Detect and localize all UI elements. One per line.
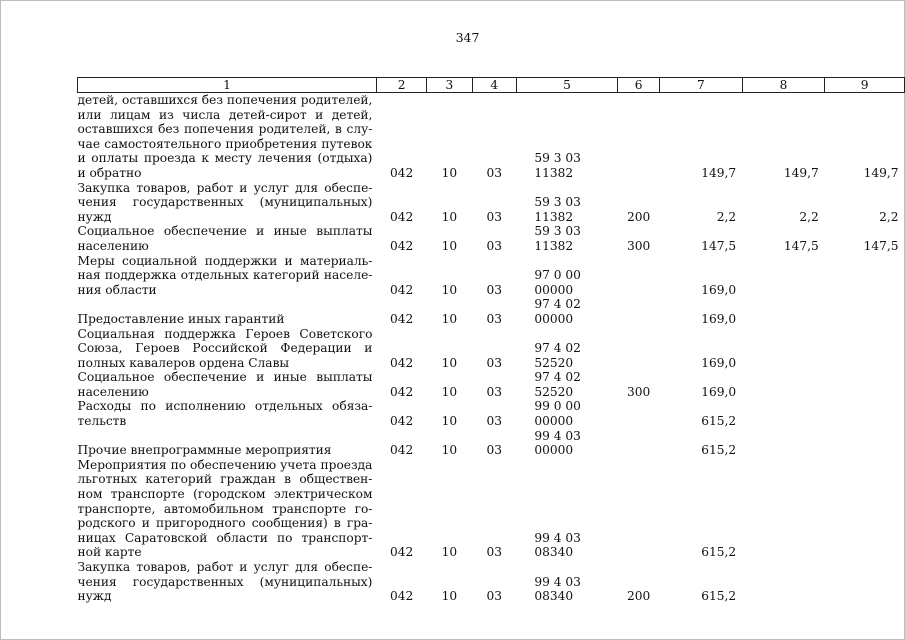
description-line: родского и пригородного сообщения) в гра- bbox=[77, 516, 373, 531]
amount-1: 615,2 bbox=[701, 414, 737, 429]
ministry-code: 042 bbox=[389, 545, 414, 560]
amount-1: 2,2 bbox=[716, 209, 737, 224]
expense-type bbox=[618, 458, 660, 560]
row-description bbox=[78, 370, 377, 399]
section: 10 bbox=[441, 238, 458, 253]
description-line: нужд bbox=[77, 209, 112, 224]
amount-2: 149,7 bbox=[783, 165, 819, 180]
target-article: 99 4 03 00000 bbox=[534, 428, 581, 458]
target-article: 97 4 02 52520 bbox=[534, 370, 581, 399]
description-line: Социальная поддержка Героев Советского bbox=[77, 326, 373, 341]
section: 10 bbox=[441, 545, 458, 560]
amount-1: 169,0 bbox=[701, 311, 737, 326]
col-header-2: 2 bbox=[376, 78, 426, 93]
description-line: Закупка товаров, работ и услуг для обеспе- bbox=[77, 560, 373, 574]
target-article: 99 0 00 00000 bbox=[534, 399, 581, 429]
description-line: Социальное обеспечение и иные выплаты bbox=[77, 370, 373, 385]
description-line: и обратно bbox=[77, 165, 142, 180]
amount-1: 169,0 bbox=[701, 355, 737, 370]
amount-2: 147,5 bbox=[783, 238, 819, 253]
header-row bbox=[78, 78, 905, 93]
subsection: 03 bbox=[486, 282, 502, 297]
amount-3 bbox=[825, 429, 905, 458]
row-description bbox=[78, 327, 377, 371]
section: 10 bbox=[441, 311, 458, 326]
amount-2 bbox=[742, 458, 825, 560]
table-row bbox=[78, 458, 905, 560]
table-body bbox=[78, 93, 905, 604]
ministry-code: 042 bbox=[389, 282, 414, 297]
table-row bbox=[78, 399, 905, 428]
amount-3 bbox=[825, 458, 905, 560]
table-row bbox=[78, 297, 905, 326]
ministry-code: 042 bbox=[389, 384, 414, 399]
description-line: Предоставление иных гарантий bbox=[77, 311, 285, 326]
amount-3: 149,7 bbox=[863, 165, 899, 180]
target-article: 59 3 03 11382 bbox=[534, 224, 581, 253]
description-line: Расходы по исполнению отдельных обяза- bbox=[77, 399, 373, 414]
target-article: 59 3 03 11382 bbox=[534, 151, 581, 180]
amount-2 bbox=[742, 560, 825, 604]
expense-type bbox=[618, 399, 660, 428]
amount-1: 169,0 bbox=[701, 282, 737, 297]
subsection: 03 bbox=[486, 311, 502, 326]
col-header-1: 1 bbox=[78, 78, 377, 93]
table-row bbox=[78, 560, 905, 604]
description-line: льготных категорий граждан в обществен- bbox=[77, 472, 373, 487]
description-line: Социальное обеспечение и иные выплаты bbox=[77, 224, 373, 239]
subsection: 03 bbox=[486, 209, 502, 224]
subsection: 03 bbox=[486, 384, 502, 399]
target-article: 97 0 00 00000 bbox=[534, 268, 581, 297]
section: 10 bbox=[441, 589, 458, 604]
page-number: 347 bbox=[455, 30, 480, 45]
subsection: 03 bbox=[486, 238, 502, 253]
description-line: оставшихся без попечения родителей, в слу- bbox=[77, 122, 373, 137]
table-row bbox=[78, 254, 905, 298]
description-line: ном транспорте (городском электрическом bbox=[77, 487, 373, 502]
description-line: чае самостоятельного приобретения путевок bbox=[77, 136, 373, 151]
amount-3: 147,5 bbox=[863, 238, 899, 253]
expense-type bbox=[618, 254, 660, 298]
ministry-code: 042 bbox=[389, 311, 414, 326]
target-article: 99 4 03 08340 bbox=[534, 574, 581, 604]
amount-3 bbox=[825, 399, 905, 428]
expense-type bbox=[618, 429, 660, 458]
row-description bbox=[78, 254, 377, 298]
description-line: транспорте, автомобильном транспорте го- bbox=[77, 501, 373, 516]
section: 10 bbox=[441, 209, 458, 224]
subsection: 03 bbox=[486, 545, 502, 560]
description-line: ния области bbox=[77, 282, 157, 297]
description-line: и оплаты проезда к месту лечения (отдыха) bbox=[77, 151, 373, 166]
amount-1: 615,2 bbox=[701, 443, 737, 458]
expense-type bbox=[618, 297, 660, 326]
col-header-7: 7 bbox=[660, 78, 743, 93]
row-description bbox=[78, 399, 377, 428]
subsection: 03 bbox=[486, 589, 502, 604]
description-line: Меры социальной поддержки и материаль- bbox=[77, 253, 373, 268]
description-line: ной карте bbox=[77, 545, 142, 560]
subsection: 03 bbox=[486, 165, 502, 180]
description-line: чения государственных (муниципальных) bbox=[77, 574, 373, 589]
amount-2 bbox=[742, 399, 825, 428]
target-article: 59 3 03 11382 bbox=[534, 195, 581, 224]
table-row bbox=[78, 224, 905, 253]
description-line: полных кавалеров ордена Славы bbox=[77, 355, 290, 370]
subsection: 03 bbox=[486, 443, 502, 458]
description-line: чения государственных (муниципальных) bbox=[77, 195, 373, 210]
target-article: 97 4 02 52520 bbox=[534, 341, 581, 370]
expense-type: 300 bbox=[627, 238, 651, 253]
description-line: ницах Саратовской области по транспорт- bbox=[77, 530, 373, 545]
col-header-9: 9 bbox=[825, 78, 905, 93]
table-row bbox=[78, 93, 905, 181]
row-description bbox=[78, 93, 377, 181]
amount-2 bbox=[742, 370, 825, 399]
amount-3 bbox=[825, 254, 905, 298]
section: 10 bbox=[441, 443, 458, 458]
amount-2 bbox=[742, 327, 825, 371]
description-line: или лицам из числа детей-сирот и детей, bbox=[77, 107, 373, 122]
ministry-code: 042 bbox=[389, 238, 414, 253]
col-header-8: 8 bbox=[742, 78, 825, 93]
expense-type: 200 bbox=[627, 209, 651, 224]
amount-1: 149,7 bbox=[701, 165, 737, 180]
table-row bbox=[78, 429, 905, 458]
section: 10 bbox=[441, 414, 458, 429]
amount-2 bbox=[742, 429, 825, 458]
target-article: 97 4 02 00000 bbox=[534, 297, 581, 326]
table-row bbox=[78, 370, 905, 399]
amount-3: 2,2 bbox=[879, 209, 899, 224]
description-line: детей, оставшихся без попечения родителей, bbox=[77, 93, 373, 107]
row-description bbox=[78, 224, 377, 253]
amount-3 bbox=[825, 297, 905, 326]
col-header-5: 5 bbox=[516, 78, 617, 93]
description-line: тельств bbox=[77, 414, 127, 429]
section: 10 bbox=[441, 384, 458, 399]
col-header-3: 3 bbox=[427, 78, 472, 93]
description-line: Закупка товаров, работ и услуг для обеспе- bbox=[77, 180, 373, 195]
description-line: ная поддержка отдельных категорий населе- bbox=[77, 268, 373, 283]
row-description bbox=[78, 297, 377, 326]
subsection: 03 bbox=[486, 355, 502, 370]
ministry-code: 042 bbox=[389, 414, 414, 429]
ministry-code: 042 bbox=[389, 589, 414, 604]
col-header-4: 4 bbox=[472, 78, 516, 93]
ministry-code: 042 bbox=[389, 443, 414, 458]
description-line: нужд bbox=[77, 589, 112, 604]
description-line: населению bbox=[77, 384, 149, 399]
section: 10 bbox=[441, 355, 458, 370]
expense-type: 200 bbox=[627, 589, 651, 604]
row-description bbox=[78, 429, 377, 458]
description-line: Мероприятия по обеспечению учета проезда bbox=[77, 457, 373, 472]
amount-3 bbox=[825, 560, 905, 604]
description-line: населению bbox=[77, 238, 149, 253]
amount-1: 615,2 bbox=[701, 589, 737, 604]
section: 10 bbox=[441, 165, 458, 180]
amount-3 bbox=[825, 327, 905, 371]
ministry-code: 042 bbox=[389, 165, 414, 180]
amount-2: 2,2 bbox=[799, 209, 819, 224]
description-line: Прочие внепрограммные мероприятия bbox=[77, 443, 332, 458]
expense-type: 300 bbox=[627, 384, 651, 399]
col-header-6: 6 bbox=[618, 78, 660, 93]
row-description bbox=[78, 181, 377, 225]
amount-1: 147,5 bbox=[701, 238, 737, 253]
description-line: Союза, Героев Российской Федерации и bbox=[77, 341, 373, 356]
expense-type bbox=[618, 327, 660, 371]
target-article: 99 4 03 08340 bbox=[534, 530, 581, 560]
amount-3 bbox=[825, 370, 905, 399]
expense-type bbox=[618, 93, 660, 181]
ministry-code: 042 bbox=[389, 209, 414, 224]
table-row bbox=[78, 181, 905, 225]
amount-1: 615,2 bbox=[701, 545, 737, 560]
row-description bbox=[78, 458, 377, 560]
budget-table bbox=[77, 77, 905, 604]
subsection: 03 bbox=[486, 414, 502, 429]
amount-2 bbox=[742, 297, 825, 326]
section: 10 bbox=[441, 282, 458, 297]
row-description bbox=[78, 560, 377, 604]
amount-2 bbox=[742, 254, 825, 298]
table-row bbox=[78, 327, 905, 371]
amount-1: 169,0 bbox=[701, 384, 737, 399]
ministry-code: 042 bbox=[389, 355, 414, 370]
